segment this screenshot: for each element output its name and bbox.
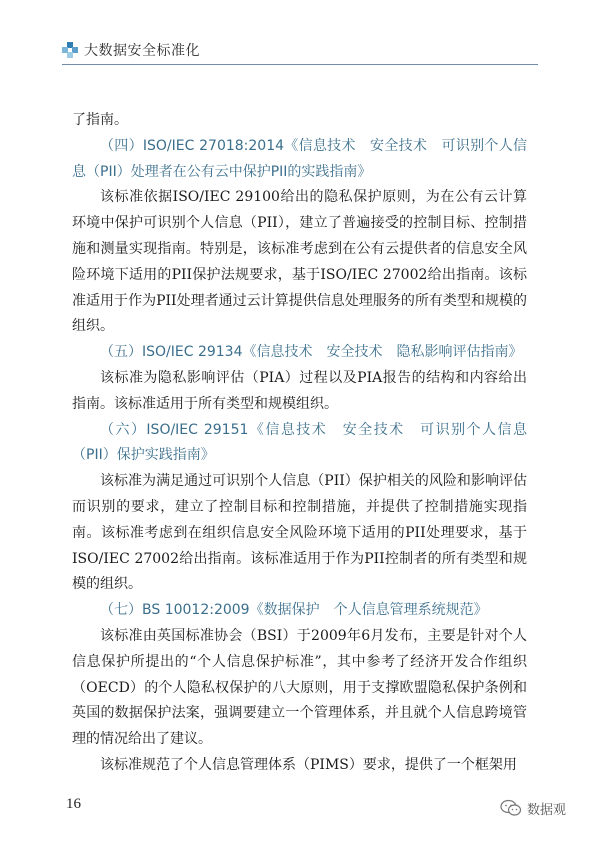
heading-iso-29151: （六）ISO/IEC 29151《信息技术 安全技术 可识别个人信息（PII）保护实践指南》 [72,421,527,464]
watermark [500,797,566,819]
paragraph-iso-27018: 该标准依据ISO/IEC 29100给出的隐私保护原则，为在公有云计算环境中保护可识别个人信息（PII），建立了普遍接受的控制目标、控制措施和测量实现指南。特别是，该标准考虑到在公有云提供者的信息安全风险环境下适用的PII保护法规要求，基于ISO/IEC 27002给出指南。该标准适用于作为PII处理者通过云计算提供信息处理服务的所有类型和规模的组织。 [72,189,527,335]
paragraph-pims: 该标准规范了个人信息管理体系（PIMS）要求，提供了一个框架用 [100,756,517,773]
page-number: 16 [66,796,81,812]
heading-bs-10012: （七）BS 10012:2009《数据保护 个人信息管理系统规范》 [100,602,488,619]
header-rule [62,64,538,65]
heading-iso-29134: （五）ISO/IEC 29134《信息技术 安全技术 隐私影响评估指南》 [100,344,523,361]
heading-iso-27018: （四）ISO/IEC 27018:2014《信息技术 安全技术 可识别个人信息（PII）处理者在公有云中保护PII的实践指南》 [72,137,527,180]
logo-square-4 [67,52,73,58]
header-title: 大数据安全标准化 [84,43,200,59]
paragraph-iso-29134: 该标准为隐私影响评估（PIA）过程以及PIA报告的结构和内容给出指南。该标准适用于所有类型和规模组织。 [72,369,527,412]
paragraph-iso-29151: 该标准为满足通过可识别个人信息（PII）保护相关的风险和影响评估而识别的要求，建立了控制目标和控制措施，并提供了控制措施实现指南。该标准考虑到在组织信息安全风险环境下适用的PII处理要求，基于ISO/IEC 27002给出指南。该标准适用于作为PII控制者的所有类型和规模的组织。 [72,473,527,593]
paragraph-continuation: 了指南。 [72,112,128,128]
page-body [72,108,527,779]
paragraph-bs-10012: 该标准由英国标准协会（BSI）于2009年6月发布，主要是针对个人信息保护所提出的“个人信息保护标准”，其中参考了经济开发合作组织（OECD）的个人隐私权保护的八大原则，用于支撑欧盟隐私保护条例和英国的数据保护法案，强调要建立一个管理体系，并且就个人信息跨境管理的情况给出了建议。 [72,627,527,748]
logo-icon [62,42,78,58]
watermark-text: 数据观 [526,802,566,818]
running-header [62,38,538,62]
wechat-icon [500,799,522,817]
